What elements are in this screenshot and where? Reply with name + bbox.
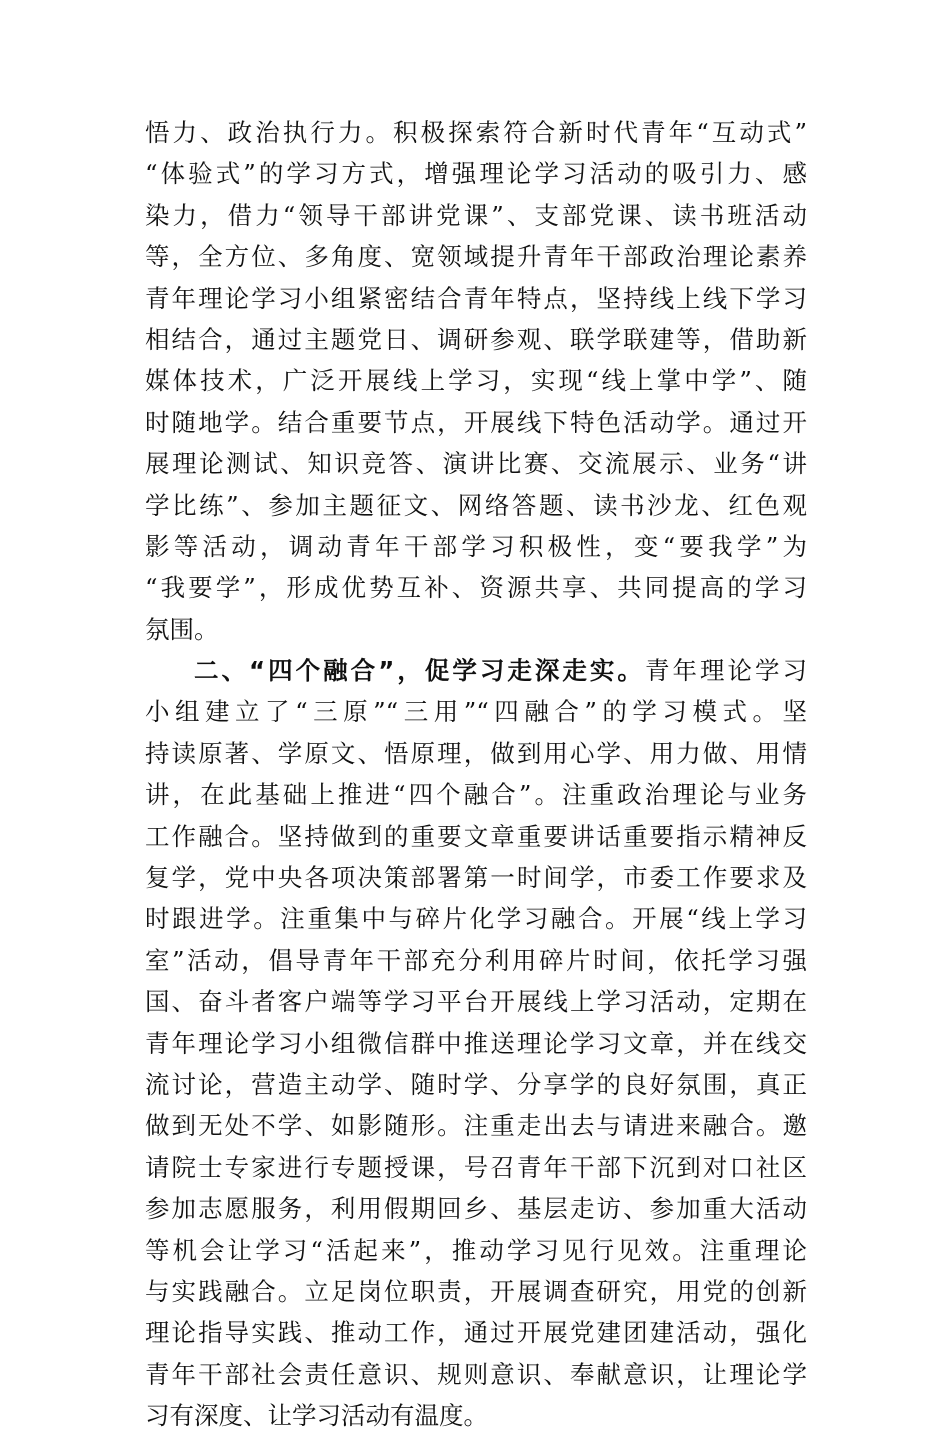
text-line: 国、奋斗者客户端等学习平台开展线上学习活动，定期在 [145, 987, 807, 1017]
text-line: 参加志愿服务，利用假期回乡、基层走访、参加重大活动 [145, 1194, 807, 1224]
text-line: 流讨论，营造主动学、随时学、分享学的良好氛围，真正 [145, 1069, 807, 1099]
text-line: 持读原著、学原文、悟原理，做到用心学、用力做、用情 [145, 738, 807, 768]
text-line: “体验式”的学习方式，增强理论学习活动的吸引力、感 [145, 159, 807, 189]
text-line: 请院士专家进行专题授课，号召青年干部下沉到对口社区 [145, 1152, 807, 1182]
text-line: 等，全方位、多角度、宽领域提升青年干部政治理论素养 [145, 242, 807, 272]
text-line: 青年干部社会责任意识、规则意识、奉献意识，让理论学 [145, 1359, 807, 1389]
text-line: 室”活动，倡导青年干部充分利用碎片时间，依托学习强 [145, 945, 807, 975]
section-2-first-line [145, 650, 807, 691]
paragraph-1 [145, 112, 807, 650]
text-line: 影等活动，调动青年干部学习积极性，变“要我学”为 [145, 531, 807, 561]
text-line: 染力，借力“领导干部讲党课”、支部党课、读书班活动 [145, 200, 807, 230]
section-2-first-line-text: 青年理论学习 [644, 656, 808, 686]
text-line: 时随地学。结合重要节点，开展线下特色活动学。通过开 [145, 407, 807, 437]
text-line: “我要学”，形成优势互补、资源共享、共同提高的学习 [145, 573, 807, 603]
text-line: 与实践融合。立足岗位职责，开展调查研究，用党的创新 [145, 1276, 807, 1306]
text-line: 学比练”、参加主题征文、网络答题、读书沙龙、红色观 [145, 490, 807, 520]
text-line: 等机会让学习“活起来”，推动学习见行见效。注重理论 [145, 1235, 807, 1265]
text-line: 工作融合。坚持做到的重要文章重要讲话重要指示精神反 [145, 821, 807, 851]
text-line: 时跟进学。注重集中与碎片化学习融合。开展“线上学习 [145, 904, 807, 934]
text-line: 讲，在此基础上推进“四个融合”。注重政治理论与业务 [145, 780, 807, 810]
section-2 [145, 650, 807, 1436]
text-line: 媒体技术，广泛开展线上学习，实现“线上掌中学”、随 [145, 366, 807, 396]
text-line: 悟力、政治执行力。积极探索符合新时代青年“互动式” [145, 118, 807, 147]
text-line: 展理论测试、知识竞答、演讲比赛、交流展示、业务“讲 [145, 449, 807, 479]
document-body [145, 112, 807, 1437]
section-2-heading: 二、“四个融合”，促学习走深走实。 [194, 656, 645, 686]
text-line: 理论指导实践、推动工作，通过开展党建团建活动，强化 [145, 1318, 807, 1348]
text-line: 习有深度、让学习活动有温度。 [145, 1401, 488, 1431]
text-line: 做到无处不学、如影随形。注重走出去与请进来融合。邀 [145, 1111, 807, 1141]
text-line: 氛围。 [145, 614, 219, 644]
text-line: 复学，党中央各项决策部署第一时间学，市委工作要求及 [145, 863, 807, 893]
text-line: 相结合，通过主题党日、调研参观、联学联建等，借助新 [145, 324, 807, 354]
text-line: 小组建立了“三原”“三用”“四融合”的学习模式。坚 [145, 697, 807, 727]
text-line: 青年理论学习小组微信群中推送理论学习文章，并在线交 [145, 1028, 807, 1058]
text-line: 青年理论学习小组紧密结合青年特点，坚持线上线下学习 [145, 283, 807, 313]
